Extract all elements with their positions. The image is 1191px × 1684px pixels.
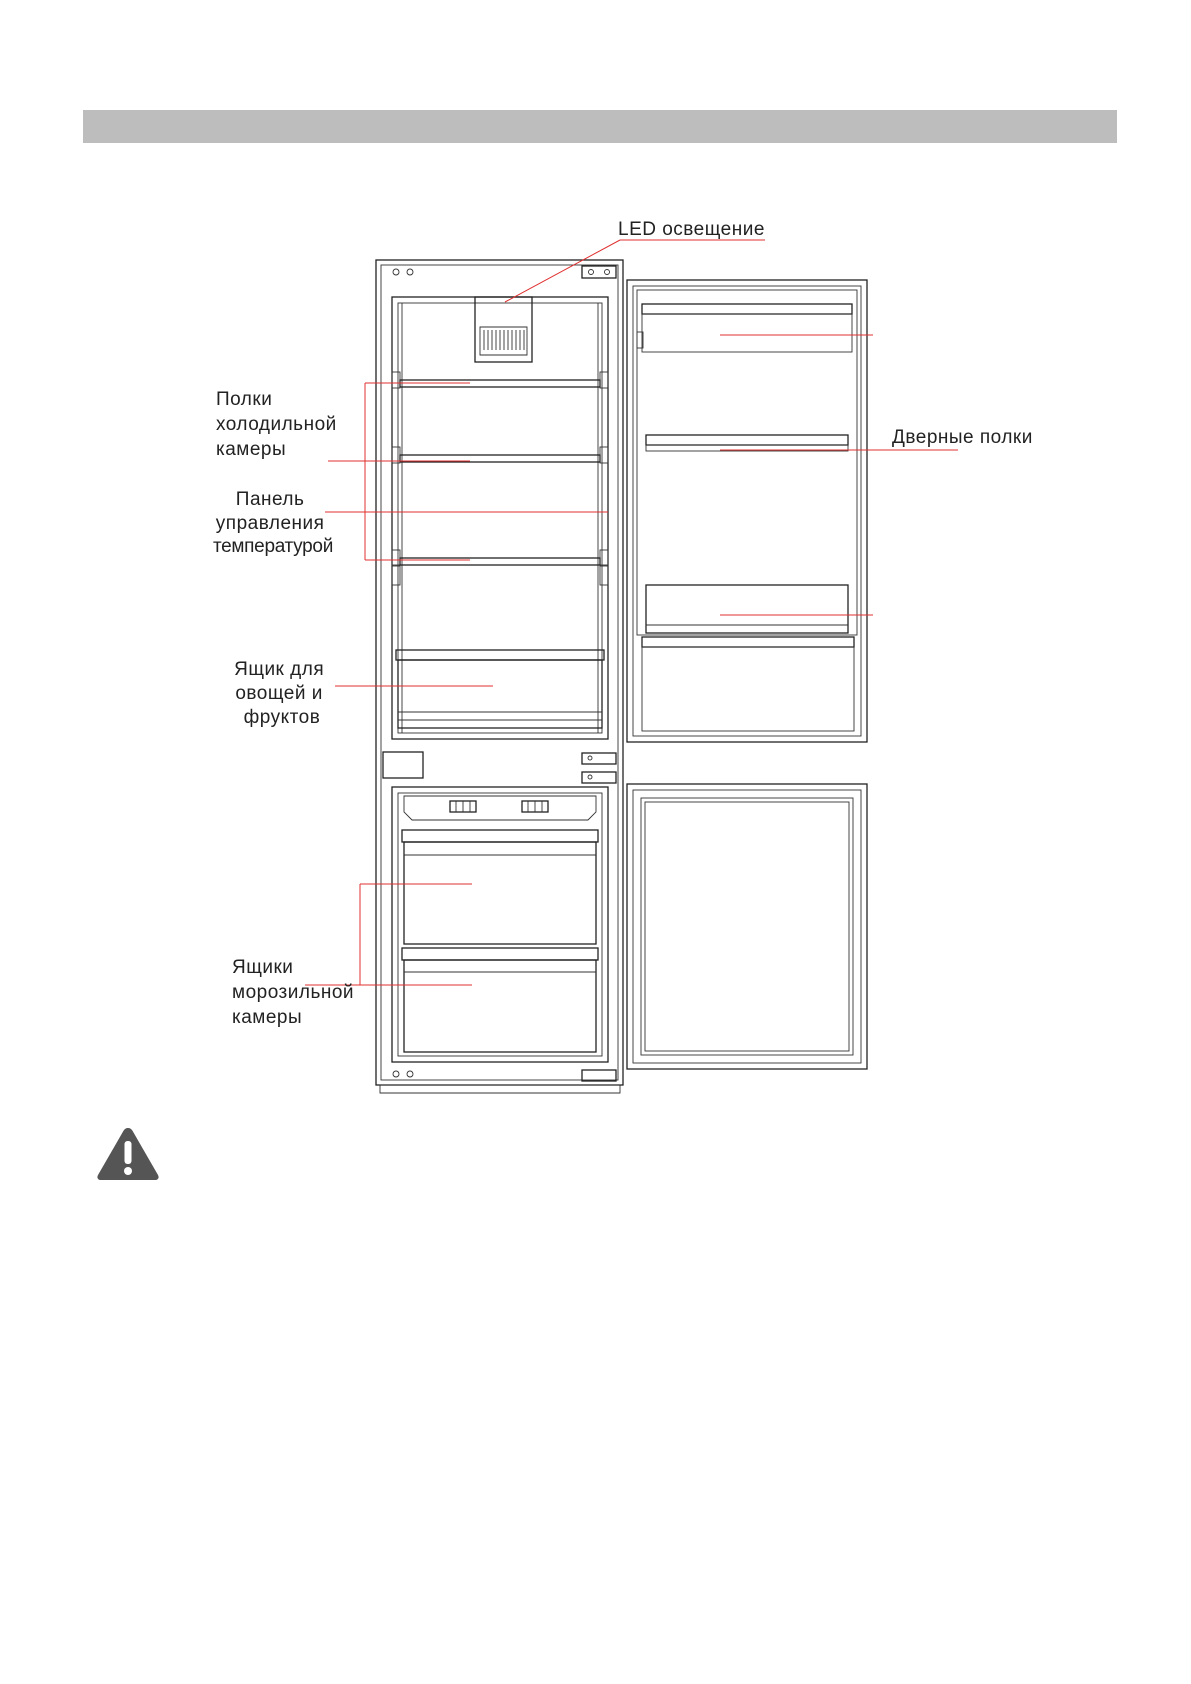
fridge-cabinet — [376, 260, 623, 1093]
callout-lines — [305, 240, 958, 985]
vegetable-drawer — [396, 650, 604, 728]
label-freezer-drawers: Ящики морозильной камеры — [232, 957, 355, 1028]
warning-triangle-icon — [96, 1126, 160, 1182]
label-door-shelves: Дверные полки — [892, 427, 1033, 448]
middle-panel — [383, 752, 423, 778]
freezer-drawer — [402, 830, 598, 944]
door-shelf — [642, 585, 854, 731]
freezer-compartment — [392, 787, 608, 1062]
label-led-lighting: LED освещение — [618, 219, 765, 240]
fridge-door — [627, 280, 867, 742]
freezer-drawer — [402, 948, 598, 1052]
label-fridge-shelves: Полки холодильной камеры — [216, 389, 337, 460]
label-temperature-panel: Панель управления температурой — [212, 489, 334, 557]
fridge-compartment — [392, 297, 608, 739]
freezer-door — [627, 784, 867, 1069]
fridge-shelf — [400, 558, 600, 565]
door-shelf — [646, 435, 848, 451]
led-light-unit — [475, 297, 532, 362]
door-shelf — [637, 304, 852, 352]
label-vegetable-drawer: Ящик для овощей и фруктов — [234, 659, 325, 728]
